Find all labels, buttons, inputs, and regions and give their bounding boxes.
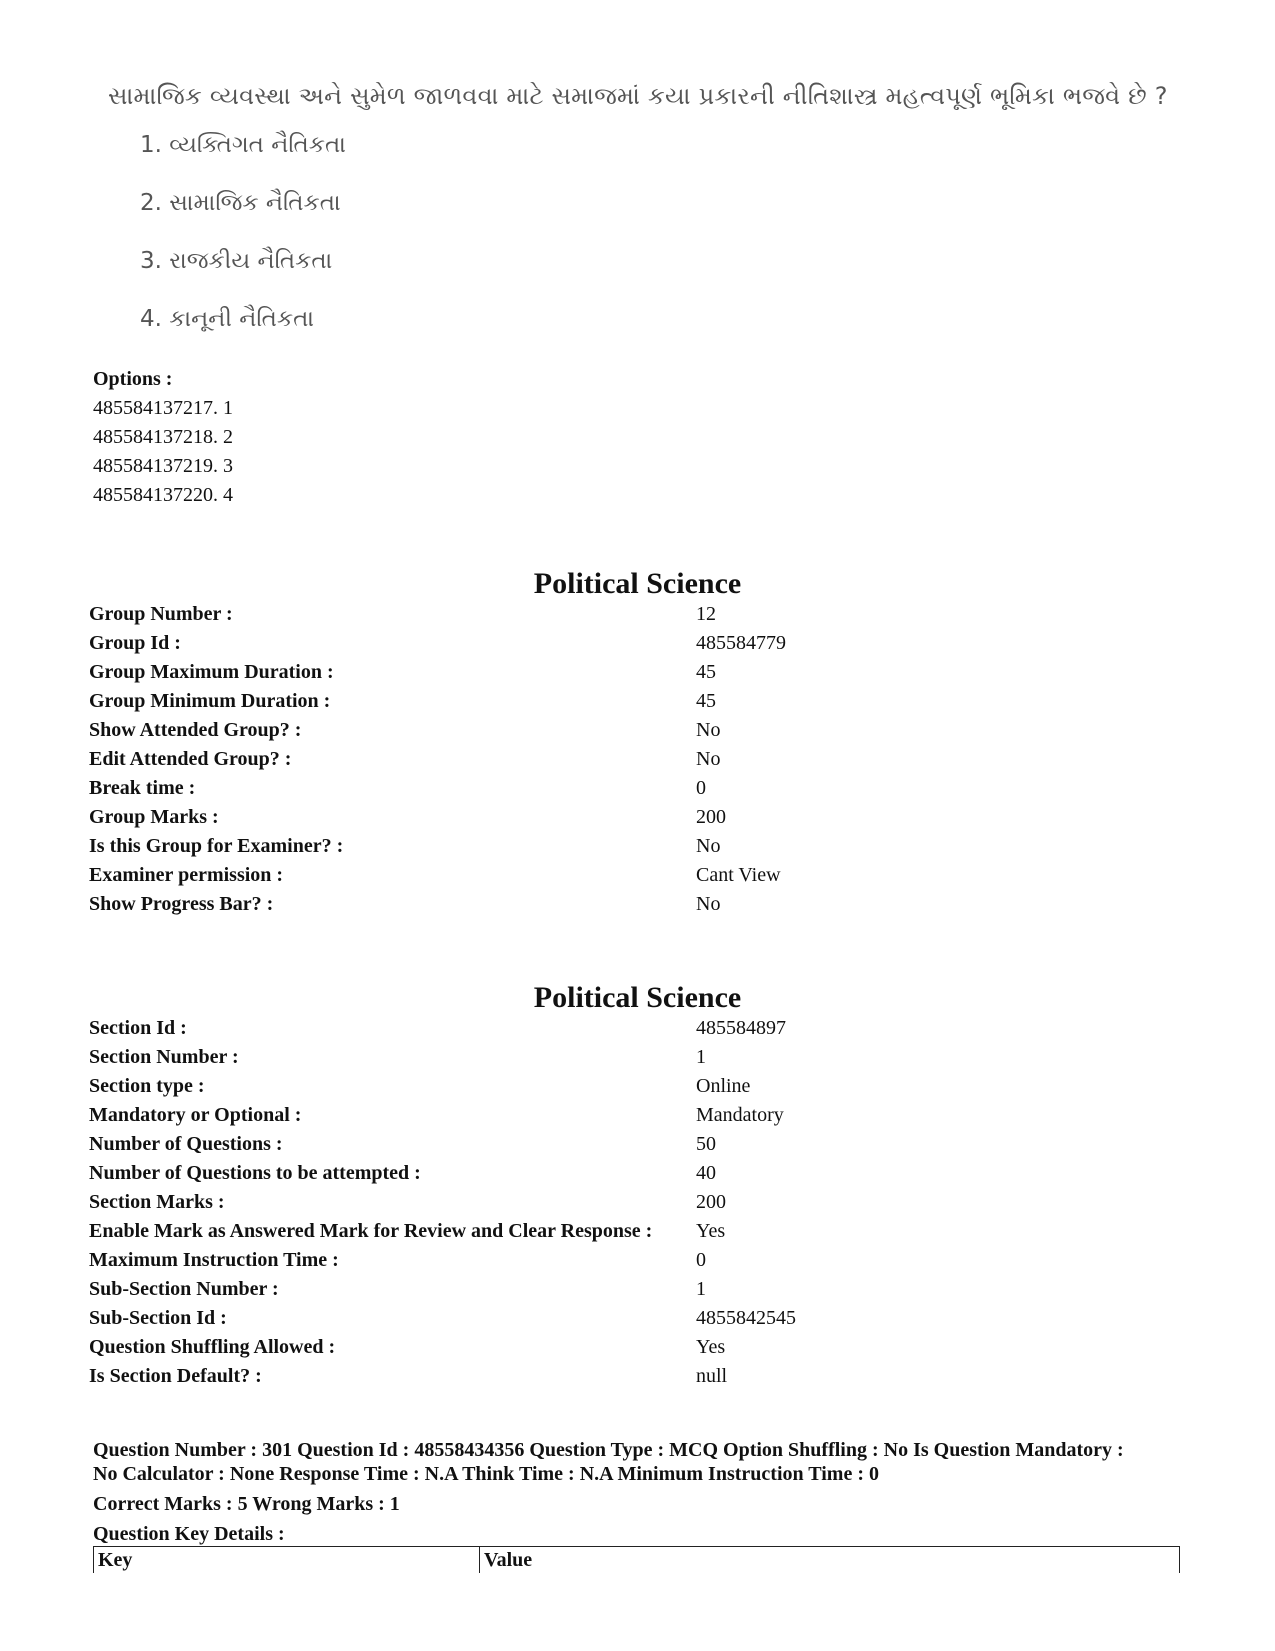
- row-key: Show Progress Bar? :: [89, 893, 274, 915]
- row-value: No: [696, 719, 721, 741]
- table-row: [89, 1362, 796, 1391]
- option-item-4: 485584137220. 4: [93, 484, 233, 506]
- row-key: Enable Mark as Answered Mark for Review and Clear Response :: [89, 1220, 653, 1242]
- row-value: 485584897: [696, 1017, 786, 1039]
- row-key: Group Number :: [89, 603, 233, 625]
- question-marks: Correct Marks : 5 Wrong Marks : 1: [93, 1493, 400, 1515]
- row-value: 0: [696, 1249, 706, 1271]
- table-row: [89, 1159, 796, 1188]
- table-row: [89, 1014, 796, 1043]
- table-row: [89, 1246, 796, 1275]
- question-choice-4: 4. કાનૂની નૈતિકતા: [140, 306, 314, 332]
- option-item-1: 485584137217. 1: [93, 397, 233, 419]
- row-key: Examiner permission :: [89, 864, 284, 886]
- row-value: 45: [696, 690, 716, 712]
- row-value: 200: [696, 806, 726, 828]
- row-value: No: [696, 748, 721, 770]
- row-key: Group Marks :: [89, 806, 219, 828]
- table-row: [89, 629, 786, 658]
- row-value: Yes: [696, 1336, 726, 1358]
- row-value: Mandatory: [696, 1104, 784, 1126]
- row-value: 40: [696, 1162, 716, 1184]
- table-row: [89, 1043, 796, 1072]
- question-key-details-label: Question Key Details :: [93, 1523, 285, 1545]
- question-meta-line-2: No Calculator : None Response Time : N.A Think Time : N.A Minimum Instruction Time : 0: [93, 1463, 879, 1485]
- table-row: [89, 803, 786, 832]
- row-key: Number of Questions :: [89, 1133, 283, 1155]
- row-key: Maximum Instruction Time :: [89, 1249, 339, 1271]
- row-key: Is Section Default? :: [89, 1365, 262, 1387]
- section-title: Political Science: [533, 981, 742, 1014]
- row-value: 0: [696, 777, 706, 799]
- row-value: 200: [696, 1191, 726, 1213]
- row-key: Group Minimum Duration :: [89, 690, 331, 712]
- row-key: Break time :: [89, 777, 196, 799]
- row-key: Sub-Section Id :: [89, 1307, 227, 1329]
- row-key: Edit Attended Group? :: [89, 748, 292, 770]
- table-row: [89, 861, 786, 890]
- table-row: [89, 1101, 796, 1130]
- table-row: [89, 1275, 796, 1304]
- question-choice-1: 1. વ્યક્તિગત નૈતિકતા: [140, 132, 346, 158]
- table-row: [94, 1547, 1180, 1574]
- row-key: Show Attended Group? :: [89, 719, 302, 741]
- group-details-table: [89, 600, 786, 919]
- table-row: [89, 1304, 796, 1333]
- row-key: Question Shuffling Allowed :: [89, 1336, 336, 1358]
- table-row: [89, 1072, 796, 1101]
- row-key: Section Id :: [89, 1017, 187, 1039]
- row-value: Cant View: [696, 864, 781, 886]
- table-row: [89, 890, 786, 919]
- table-row: [89, 716, 786, 745]
- table-row: [89, 832, 786, 861]
- table-row: [89, 774, 786, 803]
- table-row: [89, 745, 786, 774]
- row-key: Is this Group for Examiner? :: [89, 835, 344, 857]
- row-value: 50: [696, 1133, 716, 1155]
- row-key: Group Maximum Duration :: [89, 661, 334, 683]
- row-value: No: [696, 893, 721, 915]
- question-image: [108, 76, 1208, 362]
- question-choice-2: 2. સામાજિક નૈતિકતા: [140, 190, 341, 216]
- option-item-2: 485584137218. 2: [93, 426, 233, 448]
- value-header: Value: [480, 1547, 1180, 1574]
- table-row: [89, 1333, 796, 1362]
- row-key: Section type :: [89, 1075, 205, 1097]
- row-key: Number of Questions to be attempted :: [89, 1162, 421, 1184]
- row-value: Online: [696, 1075, 751, 1097]
- options-list: [93, 365, 233, 510]
- key-header: Key: [94, 1547, 480, 1574]
- table-row: [89, 658, 786, 687]
- table-row: [89, 1188, 796, 1217]
- row-value: 1: [696, 1278, 706, 1300]
- group-title: Political Science: [533, 567, 742, 600]
- table-row: [89, 687, 786, 716]
- row-value: No: [696, 835, 721, 857]
- row-value: null: [696, 1365, 728, 1387]
- question-key-table: [93, 1546, 1180, 1573]
- option-item-3: 485584137219. 3: [93, 455, 233, 477]
- row-key: Sub-Section Number :: [89, 1278, 279, 1300]
- row-value: 1: [696, 1046, 706, 1068]
- row-value: 45: [696, 661, 716, 683]
- row-key: Mandatory or Optional :: [89, 1104, 302, 1126]
- question-meta: [93, 1438, 1203, 1552]
- question-meta-line-1: Question Number : 301 Question Id : 48558434356 Question Type : MCQ Option Shuffling : No Is Question Mandatory :: [93, 1439, 1124, 1461]
- row-key: Group Id :: [89, 632, 181, 654]
- row-value: 4855842545: [696, 1307, 796, 1329]
- table-row: [89, 1130, 796, 1159]
- table-row: [89, 1217, 796, 1246]
- row-value: 12: [696, 603, 716, 625]
- section-details-table: [89, 1014, 796, 1391]
- table-row: [89, 600, 786, 629]
- row-key: Section Number :: [89, 1046, 239, 1068]
- row-value: 485584779: [696, 632, 786, 654]
- row-value: Yes: [696, 1220, 726, 1242]
- options-title: Options :: [93, 368, 173, 390]
- question-choice-3: 3. રાજકીય નૈતિકતા: [140, 248, 333, 274]
- question-text: સામાજિક વ્યવસ્થા અને સુમેળ જાળવવા માટે સમાજમાં કયા પ્રકારની નીતિશાસ્ત્ર મહત્વપૂર્ણ ભૂમિકા ભજવે છે ?: [108, 82, 1168, 110]
- row-key: Section Marks :: [89, 1191, 225, 1213]
